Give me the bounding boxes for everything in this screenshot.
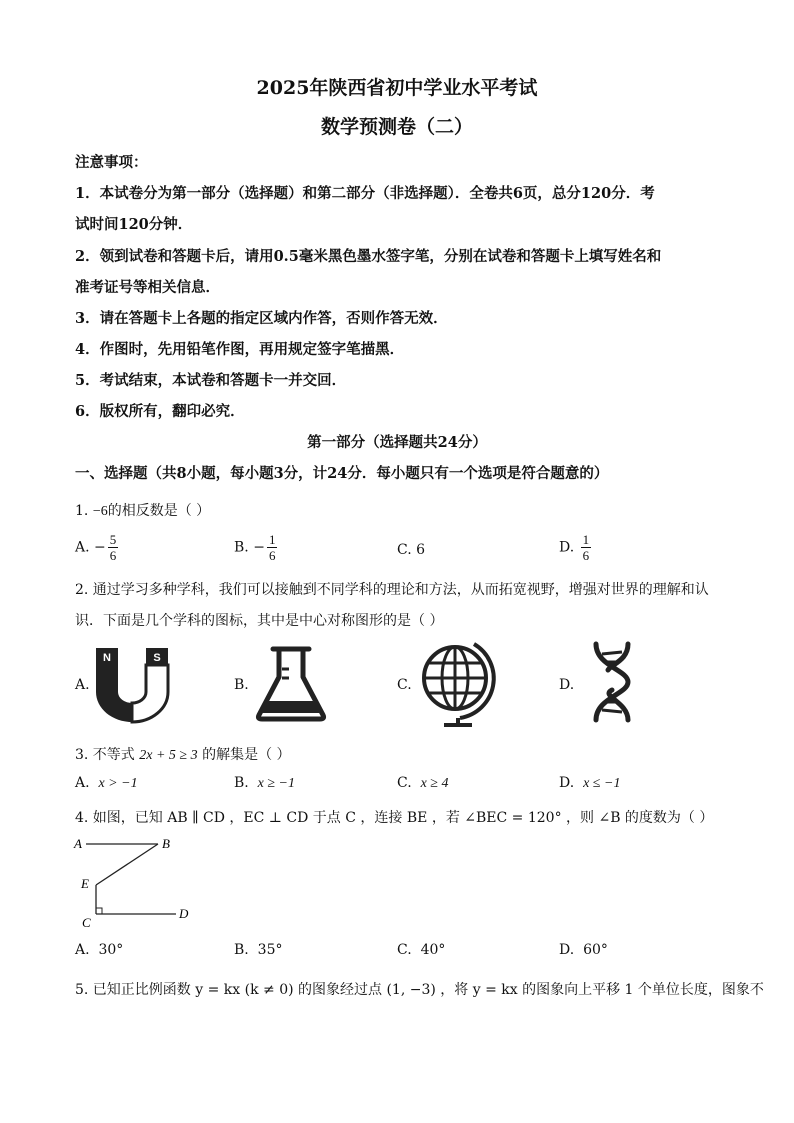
q4-option-b[interactable]: B. 35°	[234, 942, 283, 958]
q3-option-d[interactable]: D. x ≤ −1	[559, 775, 621, 791]
q4-option-d[interactable]: D. 60°	[559, 942, 608, 958]
magnet-icon	[93, 645, 171, 725]
globe-icon	[418, 640, 496, 728]
q2-option-a-label[interactable]: A.	[75, 677, 90, 693]
dna-icon	[582, 640, 642, 724]
q1-option-b[interactable]: B. − $\frac{1}{6}$	[234, 532, 276, 563]
q1-stem: 1. −6的相反数是（ ）	[75, 503, 211, 519]
label-d: D	[179, 906, 189, 921]
note-6: 6．版权所有，翻印必究．	[75, 403, 245, 420]
q5-stem: 5. 已知正比例函数 y = kx (k ≠ 0) 的图象经过点 (1, −3) ，将 y = kx 的图象向上平移 1 个单位长度，图象不	[75, 982, 764, 998]
label-e: E	[81, 876, 89, 891]
q3-option-a[interactable]: A. x > −1	[75, 775, 138, 791]
q1-option-c[interactable]: C. 6	[397, 542, 426, 558]
magnet-n-label: N	[103, 652, 111, 664]
note-2-line2: 准考证号等相关信息．	[75, 279, 220, 296]
q4-stem: 4. 如图，已知 AB ∥ CD ，EC ⊥ CD 于点 C ，连接 BE ，若 ∠BEC = 120° ，则 ∠B 的度数为（ ）	[75, 810, 714, 826]
label-b: B	[162, 836, 170, 851]
q1-option-a[interactable]: A. − $\frac{5}{6}$	[75, 532, 117, 563]
label-c: C	[82, 915, 91, 930]
flask-icon	[255, 643, 327, 723]
note-2-line1: 2．领到试卷和答题卡后，请用0.5毫米黑色墨水签字笔，分别在试卷和答题卡上填写姓名和	[75, 248, 662, 265]
q2-option-d-label[interactable]: D.	[559, 677, 575, 693]
magnet-s-label: S	[153, 652, 161, 664]
q4-geometry-figure	[72, 832, 197, 932]
q1-option-d[interactable]: D. $\frac{1}{6}$	[559, 532, 590, 563]
label-a: A	[74, 836, 82, 851]
q2-option-b-label[interactable]: B.	[234, 677, 249, 693]
q4-option-c[interactable]: C. 40°	[397, 942, 446, 958]
note-4: 4．作图时，先用铅笔作图，再用规定签字笔描黑．	[75, 341, 405, 358]
q2-stem-line2: 识．下面是几个学科的图标，其中是中心对称图形的是（ ）	[75, 613, 444, 629]
q2-stem-line1: 2. 通过学习多种学科，我们可以接触到不同学科的理论和方法，从而拓宽视野，增强对世界的理解和认	[75, 582, 709, 598]
note-1-line2: 试时间120分钟．	[75, 216, 193, 233]
notes-heading: 注意事项：	[75, 154, 148, 171]
q3-stem: 3. 不等式 2x + 5 ≥ 3 的解集是（ ）	[75, 747, 291, 763]
q2-option-c-label[interactable]: C.	[397, 677, 412, 693]
note-3: 3．请在答题卡上各题的指定区域内作答，否则作答无效．	[75, 310, 448, 327]
note-1-line1: 1．本试卷分为第一部分（选择题）和第二部分（非选择题）．全卷共6页，总分120分．考	[75, 185, 655, 202]
q3-option-b[interactable]: B. x ≥ −1	[234, 775, 296, 791]
q1-expr: −6	[92, 504, 108, 519]
exam-title: 2025年陕西省初中学业水平考试	[256, 77, 538, 99]
part1-title: 第一部分（选择题共24分）	[307, 434, 487, 451]
section1-title: 一、选择题（共8小题，每小题3分，计24分．每小题只有一个选项是符合题意的）	[75, 465, 609, 482]
q3-expr: 2x + 5 ≥ 3	[139, 748, 198, 763]
note-5: 5．考试结束，本试卷和答题卡一并交回．	[75, 372, 347, 389]
q4-option-a[interactable]: A. 30°	[75, 942, 124, 958]
q3-option-c[interactable]: C. x ≥ 4	[397, 775, 449, 791]
exam-subtitle: 数学预测卷（二）	[320, 116, 473, 138]
